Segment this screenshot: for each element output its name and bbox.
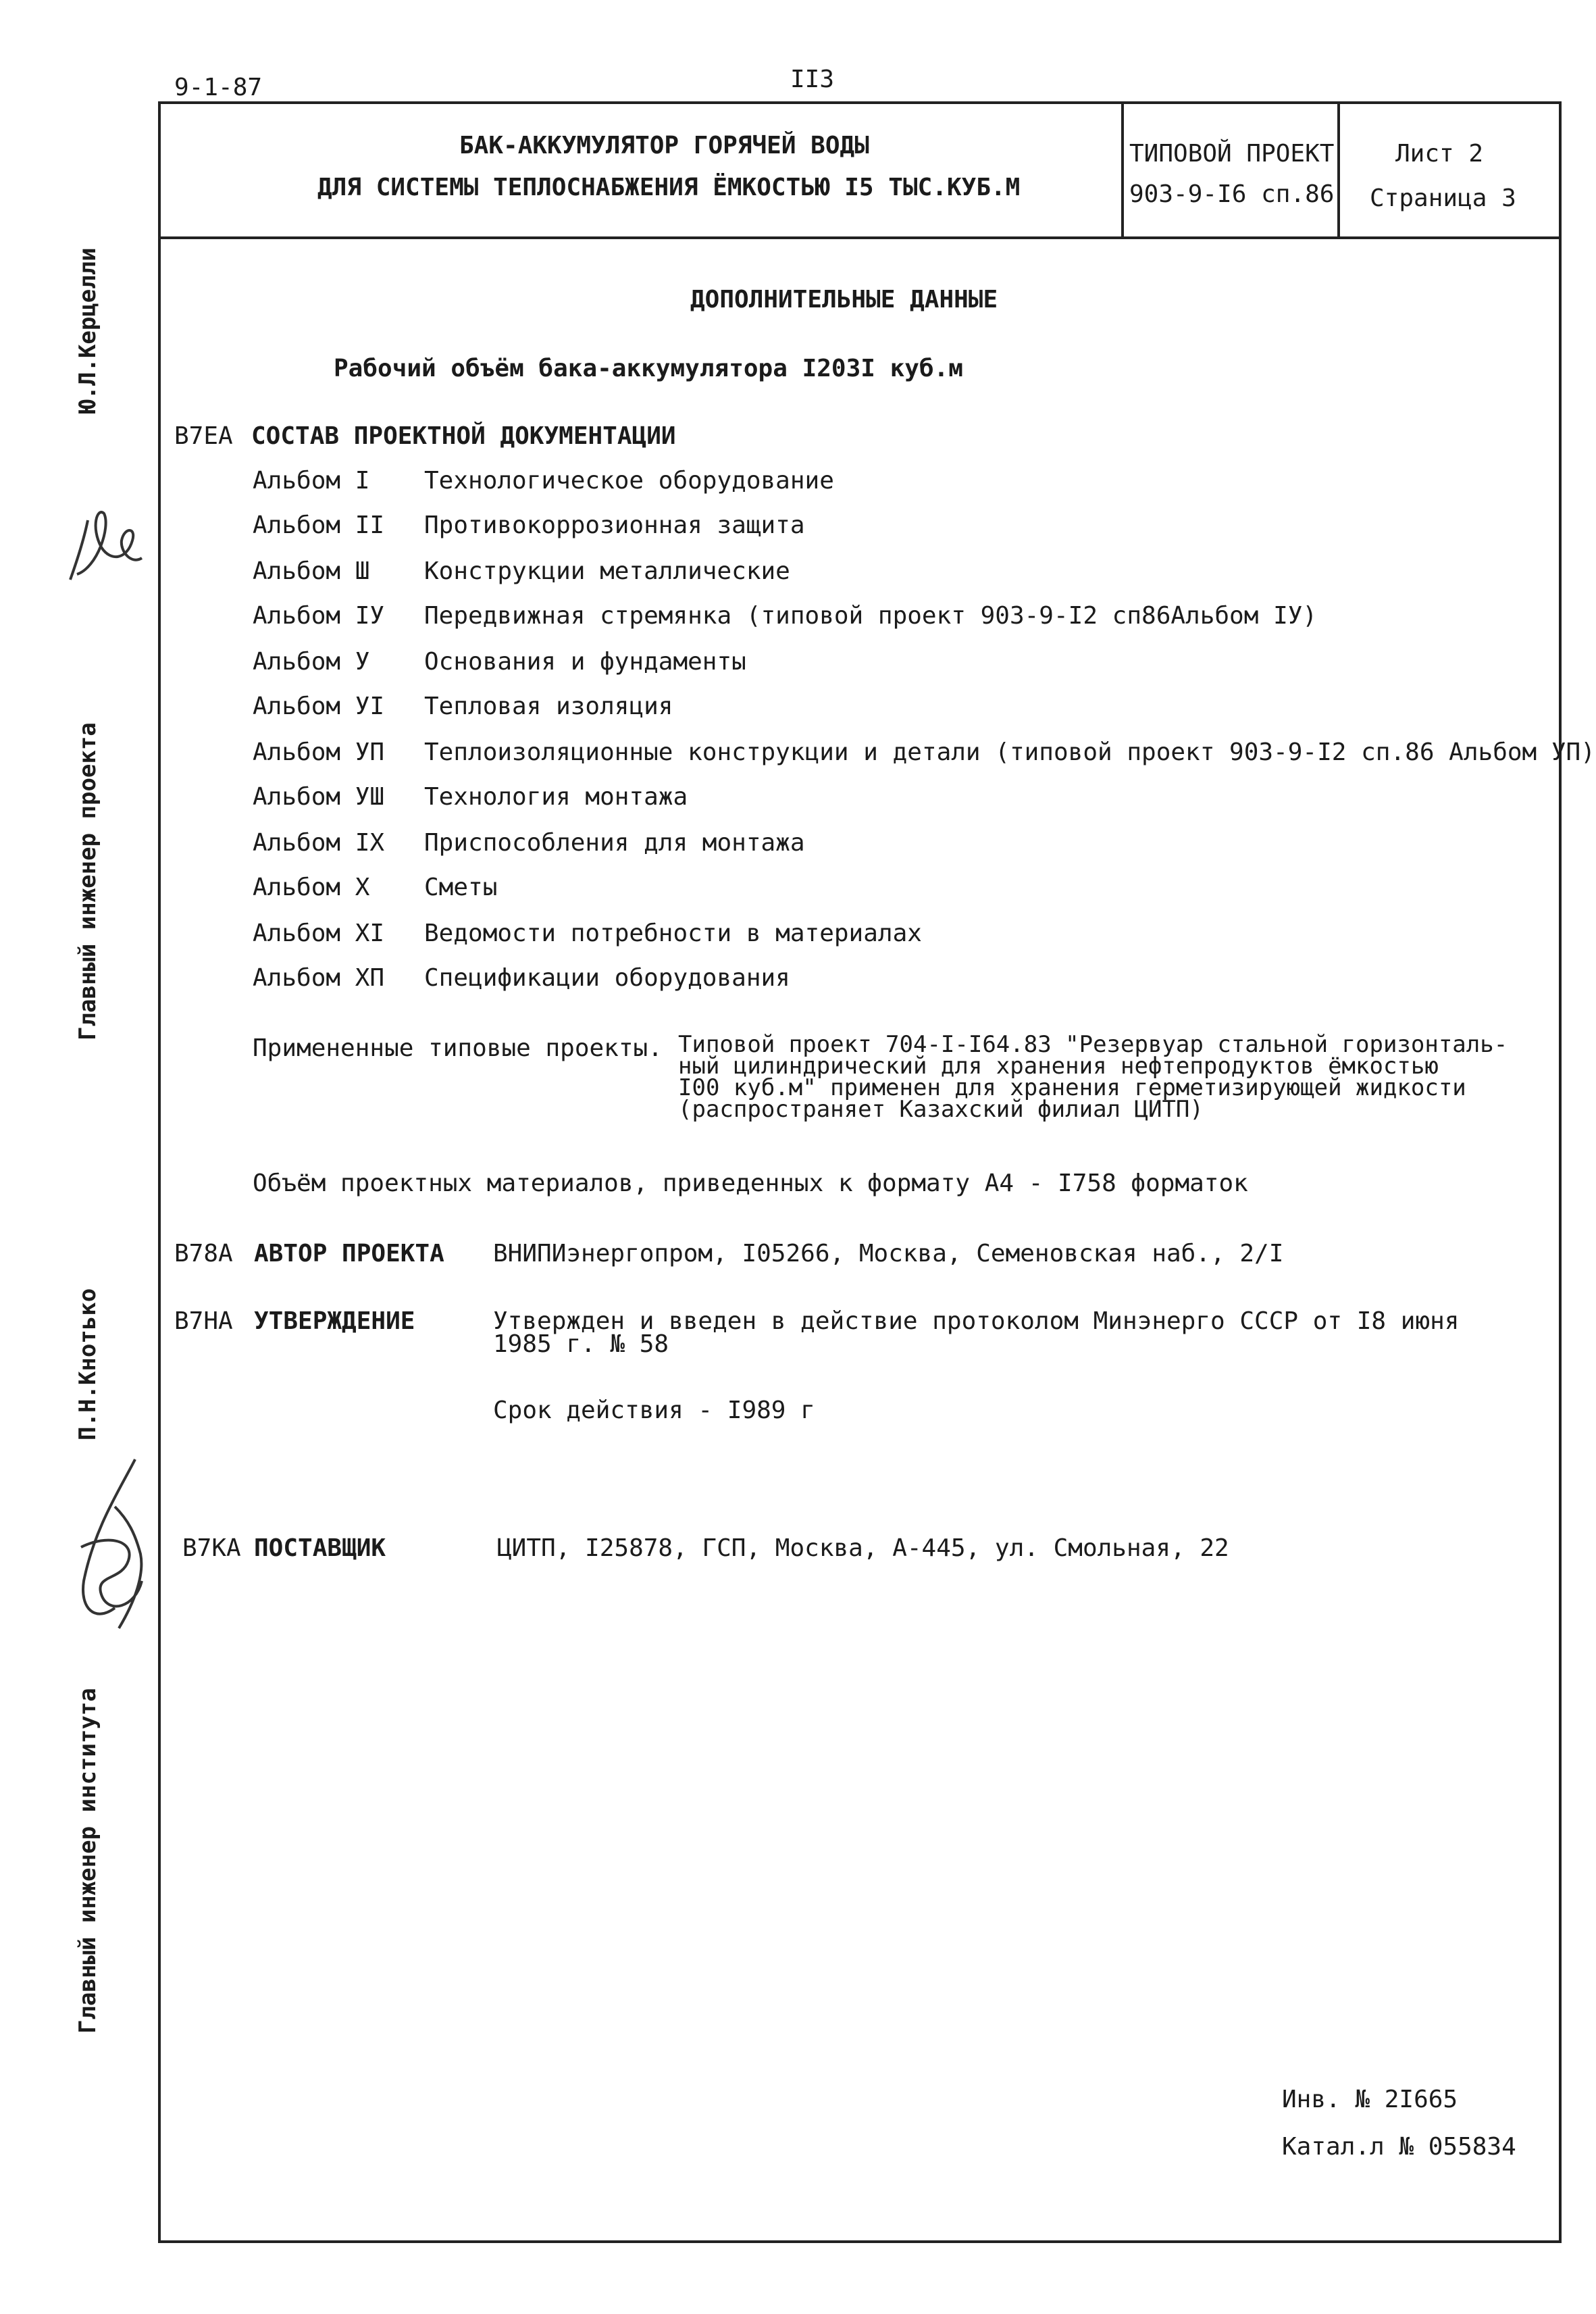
- album-label: Альбом IX: [253, 829, 385, 857]
- header-bottom-rule: [158, 236, 1562, 239]
- project-label: ТИПОВОЙ ПРОЕКТ: [1129, 140, 1335, 168]
- album-text: Спецификации оборудования: [424, 964, 790, 992]
- signature-1: [57, 500, 151, 595]
- author-code: В78А: [174, 1240, 233, 1267]
- inventory-number: Инв. № 2I665: [1282, 2086, 1458, 2113]
- working-volume: Рабочий объём бака-аккумулятора I203I куб.м: [334, 355, 963, 382]
- album-text: Ведомости потребности в материалах: [424, 920, 922, 947]
- album-text: Технология монтажа: [424, 783, 688, 811]
- album-label: Альбом УП: [253, 738, 385, 766]
- section-heading: ДОПОЛНИТЕЛЬНЫЕ ДАННЫЕ: [690, 286, 998, 313]
- album-list: [253, 466, 1595, 1007]
- album-text: Передвижная стремянка (типовой проект 903-9-I2 сп86Альбом IУ): [424, 602, 1318, 630]
- supplier-label: ПОСТАВЩИК: [254, 1534, 386, 1562]
- album-label: Альбом I: [253, 467, 370, 495]
- album-label: Альбом Ш: [253, 557, 370, 585]
- composition-title: СОСТАВ ПРОЕКТНОЙ ДОКУМЕНТАЦИИ: [251, 422, 676, 450]
- side-name-2: П.Н.Кнотько: [74, 1288, 101, 1440]
- document-code: 9-1-87: [174, 74, 263, 101]
- applied-projects-text: [678, 1031, 1508, 1123]
- album-label: Альбом IУ: [253, 602, 385, 630]
- applied-line: I00 куб.м" применен для хранения герметизирующей жидкости: [678, 1074, 1466, 1101]
- catalog-number: Катал.л № 055834: [1282, 2133, 1516, 2161]
- album-text: Основания и фундаменты: [424, 648, 746, 676]
- album-text: Тепловая изоляция: [424, 693, 673, 720]
- composition-code: В7ЕА: [174, 422, 233, 450]
- supplier-value: ЦИТП, I25878, ГСП, Москва, А-445, ул. Смольная, 22: [497, 1534, 1229, 1562]
- signature-2: [54, 1446, 162, 1649]
- album-text: Противокоррозионная защита: [424, 511, 805, 539]
- album-text: Технологическое оборудование: [424, 467, 834, 495]
- applied-projects-label: Примененные типовые проекты.: [253, 1034, 663, 1062]
- author-value: ВНИПИэнергопром, I05266, Москва, Семеновская наб., 2/I: [493, 1240, 1284, 1267]
- album-label: Альбом У: [253, 648, 370, 676]
- album-label: Альбом XI: [253, 920, 385, 947]
- album-label: Альбом X: [253, 874, 370, 901]
- album-label: Альбом II: [253, 511, 385, 539]
- album-text: Теплоизоляционные конструкции и детали (типовой проект 903-9-I2 сп.86 Альбом УП): [424, 738, 1595, 766]
- project-code: 903-9-I6 сп.86: [1129, 180, 1335, 208]
- sheet-label: Лист 2: [1395, 140, 1484, 168]
- album-label: Альбом XП: [253, 964, 385, 992]
- album-label: Альбом УШ: [253, 783, 385, 811]
- approval-line1: Утвержден и введен в действие протоколом Минэнерго СССР от I8 июня: [493, 1307, 1460, 1335]
- album-text: Сметы: [424, 874, 498, 901]
- applied-line: Типовой проект 704-I-I64.83 "Резервуар стальной горизонталь-: [678, 1031, 1508, 1058]
- album-label: Альбом УI: [253, 693, 385, 720]
- applied-line: (распространяет Казахский филиал ЦИТП): [678, 1096, 1204, 1123]
- header-title-line2: ДЛЯ СИСТЕМЫ ТЕПЛОСНАБЖЕНИЯ ЁМКОСТЬЮ I5 ТЫС.КУБ.М: [317, 174, 1021, 201]
- header-divider-1: [1121, 101, 1124, 239]
- album-text: Приспособления для монтажа: [424, 829, 805, 857]
- page-label: Страница 3: [1370, 184, 1516, 212]
- side-name-1: Ю.Л.Керцелли: [74, 247, 101, 413]
- header-title-line1: БАК-АККУМУЛЯТОР ГОРЯЧЕЙ ВОДЫ: [459, 132, 869, 159]
- supplier-code: В7КА: [182, 1534, 241, 1562]
- applied-line: ный цилиндрический для хранения нефтепродуктов ёмкостью: [678, 1053, 1439, 1080]
- approval-code: В7НА: [174, 1307, 233, 1335]
- validity: Срок действия - I989 г: [493, 1397, 815, 1424]
- header-divider-2: [1337, 101, 1340, 239]
- materials-volume: Объём проектных материалов, приведенных к формату А4 - I758 форматок: [253, 1169, 1248, 1197]
- page-number: II3: [790, 66, 835, 93]
- album-text: Конструкции металлические: [424, 557, 790, 585]
- approval-label: УТВЕРЖДЕНИЕ: [254, 1307, 415, 1335]
- side-role-2: Главный инженер института: [74, 1688, 101, 2034]
- approval-line2: 1985 г. № 58: [493, 1330, 669, 1358]
- side-role-1: Главный инженер проекта: [74, 722, 101, 1040]
- author-label: АВТОР ПРОЕКТА: [254, 1240, 444, 1267]
